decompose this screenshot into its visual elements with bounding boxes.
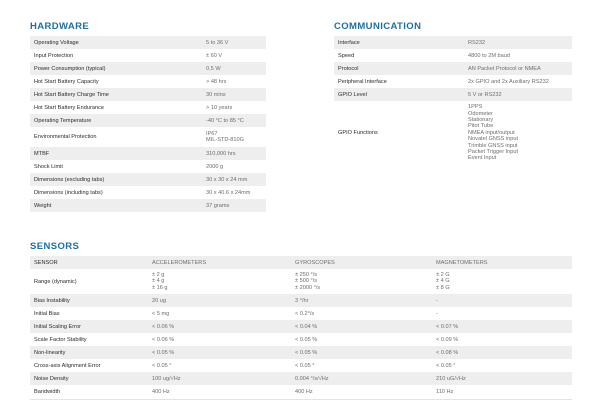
spec-value: 30 x 40.6 x 24mm xyxy=(206,189,251,196)
sensor-row xyxy=(30,346,572,359)
spec-label: Weight xyxy=(30,199,202,212)
sensor-row xyxy=(30,359,572,372)
spec-label: Dimensions (including tabs) xyxy=(34,189,103,196)
spec-label: Hot Start Battery Endurance xyxy=(34,104,104,111)
spec-label: Initial Bias xyxy=(34,310,60,317)
hardware-row xyxy=(30,62,266,75)
spec-value: 0.5 W xyxy=(202,62,266,75)
column-header: MAGNETOMETERS xyxy=(432,256,572,269)
sensors-header-row xyxy=(30,256,572,269)
spec-value: ± 2 g ± 4 g ± 16 g xyxy=(152,271,168,291)
spec-value: AN Packet Protocol or NMEA xyxy=(464,62,572,75)
spec-value: 30 x 30 x 24 mm xyxy=(202,173,266,186)
spec-value: ± 2 G ± 4 G ± 8 G xyxy=(436,271,450,291)
communication-row xyxy=(334,101,572,165)
hardware-row xyxy=(30,114,266,127)
spec-value: - xyxy=(432,294,572,307)
spec-label: Range (dynamic) xyxy=(34,278,77,285)
hardware-row xyxy=(30,75,266,88)
spec-value: 2x GPIO and 2x Auxiliary RS232 xyxy=(468,78,549,85)
spec-label: Operating Voltage xyxy=(30,36,202,49)
spec-label: Dimensions (excluding tabs) xyxy=(30,173,202,186)
hardware-row xyxy=(30,173,266,186)
spec-label: Bandwidth xyxy=(34,388,61,395)
spec-label: Scale Factor Stability xyxy=(34,336,87,343)
communication-title: COMMUNICATION xyxy=(334,21,422,32)
sensor-row xyxy=(30,333,572,346)
hardware-row xyxy=(30,101,266,114)
sensor-row xyxy=(30,320,572,333)
spec-value: RS232 xyxy=(464,36,572,49)
sensors-table xyxy=(30,256,572,398)
spec-value: < 5 mg xyxy=(152,310,170,317)
spec-label: Peripheral Interface xyxy=(338,78,387,85)
spec-value: 1PPS Odometer Stationary Pitot Tube NMEA input/output Novatel GNSS input Trimble GNSS input Packet Trigger Input Event Input xyxy=(468,104,519,162)
sensor-row xyxy=(30,372,572,385)
spec-value: < 0.05 ° xyxy=(152,362,172,369)
spec-label: Hot Start Battery Charge Time xyxy=(30,88,202,101)
hardware-row xyxy=(30,186,266,199)
communication-row xyxy=(334,75,572,88)
spec-label: Environmental Protection xyxy=(34,134,97,140)
spec-label: Cross-axis Alignment Error xyxy=(34,362,101,369)
spec-value: 400 Hz xyxy=(152,388,170,395)
spec-label: Shock Limit xyxy=(34,163,63,170)
hardware-title: HARDWARE xyxy=(30,21,90,32)
hardware-row xyxy=(30,199,266,212)
spec-value: < 0.05 % xyxy=(295,336,318,343)
spec-label: Non-linearity xyxy=(30,346,148,359)
communication-row xyxy=(334,49,572,62)
spec-value: 210 uG/√Hz xyxy=(432,372,572,385)
spec-value: 400 Hz xyxy=(295,388,313,395)
communication-row xyxy=(334,88,572,101)
spec-value: IP67 MIL-STD-810G xyxy=(206,130,244,143)
spec-label: Input Protection xyxy=(34,52,74,59)
spec-value: 310,000 hrs xyxy=(202,147,266,160)
spec-value: 5 V or RS232 xyxy=(464,88,572,101)
hardware-row xyxy=(30,49,266,62)
spec-value: 2000 g xyxy=(206,163,224,170)
hardware-row xyxy=(30,127,266,147)
spec-value: < 0.06 % xyxy=(148,320,291,333)
spec-value: 3 °/hr xyxy=(291,294,432,307)
sensors-title: SENSORS xyxy=(30,241,80,252)
hardware-row xyxy=(30,88,266,101)
spec-label: Hot Start Battery Capacity xyxy=(34,78,99,85)
spec-label: Power Consumption (typical) xyxy=(30,62,202,75)
sensor-row xyxy=(30,294,572,307)
spec-value: - xyxy=(436,310,438,317)
spec-label: Interface xyxy=(334,36,464,49)
communication-table xyxy=(334,36,572,165)
sensor-row xyxy=(30,385,572,398)
spec-value: 4800 to 2M baud xyxy=(468,52,510,59)
spec-label: Noise Density xyxy=(30,372,148,385)
spec-label: Operating Temperature xyxy=(30,114,202,127)
spec-value: < 0.05 % xyxy=(148,346,291,359)
spec-value: < 0.05 ° xyxy=(295,362,315,369)
column-header: ACCELEROMETERS xyxy=(148,256,291,269)
communication-row xyxy=(334,62,572,75)
spec-value: ± 60 V xyxy=(206,52,223,59)
hardware-row xyxy=(30,147,266,160)
spec-label: Protocol xyxy=(334,62,464,75)
spec-value: 0.004 °/s/√Hz xyxy=(291,372,432,385)
spec-value: < 0.05 ° xyxy=(436,362,456,369)
column-header: GYROSCOPES xyxy=(291,256,432,269)
spec-label: Initial Scaling Error xyxy=(30,320,148,333)
spec-value: > 10 years xyxy=(206,104,233,111)
spec-value: 110 Hz xyxy=(436,388,454,395)
bottom-divider xyxy=(30,399,572,400)
sensor-row xyxy=(30,269,572,294)
spec-label: MTBF xyxy=(30,147,202,160)
sensor-row xyxy=(30,307,572,320)
spec-value: 100 ug/√Hz xyxy=(148,372,291,385)
spec-value: < 0.08 % xyxy=(432,346,572,359)
spec-label: GPIO Level xyxy=(334,88,464,101)
spec-value: 30 mins xyxy=(202,88,266,101)
spec-value: -40 °C to 85 °C xyxy=(202,114,266,127)
spec-label: GPIO Functions xyxy=(338,130,378,136)
spec-label: Bias Instability xyxy=(30,294,148,307)
spec-value: < 0.05 % xyxy=(291,346,432,359)
spec-value: 5 to 36 V xyxy=(202,36,266,49)
hardware-row xyxy=(30,36,266,49)
hardware-table xyxy=(30,36,266,212)
spec-value: < 0.06 % xyxy=(152,336,175,343)
spec-value: 37 grams xyxy=(202,199,266,212)
spec-value: < 0.2°/s xyxy=(295,310,315,317)
spec-value: ± 250 °/s ± 500 °/s ± 2000 °/s xyxy=(295,271,321,291)
spec-value: < 0.07 % xyxy=(432,320,572,333)
column-header: SENSOR xyxy=(30,256,148,269)
communication-row xyxy=(334,36,572,49)
spec-value: 20 ug xyxy=(148,294,291,307)
spec-value: < 0.09 % xyxy=(436,336,459,343)
hardware-row xyxy=(30,160,266,173)
spec-value: < 0.04 % xyxy=(291,320,432,333)
spec-label: Speed xyxy=(338,52,355,59)
spec-value: > 48 hrs xyxy=(206,78,227,85)
